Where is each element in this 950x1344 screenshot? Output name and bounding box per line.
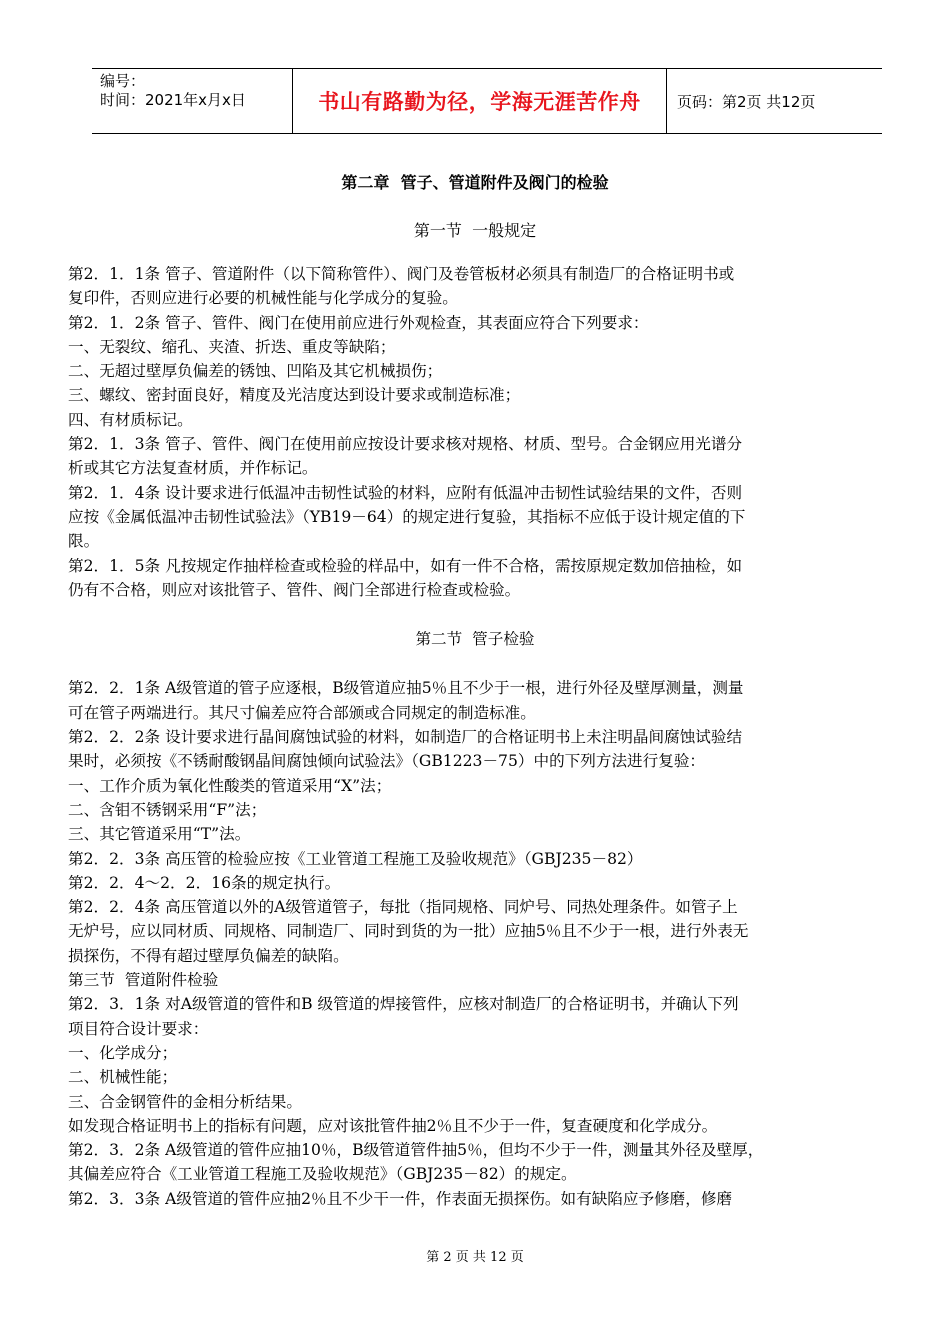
text-line: 无炉号，应以同材质、同规格、同制造厂、同时到货的为一批）应抽5％且不少于一根，进行外表无: [68, 922, 749, 941]
text-line: 二、含钼不锈钢采用“F”法；: [68, 800, 267, 819]
page-footer: 第 2 页 共 12 页: [426, 1250, 524, 1265]
text-line: 一、工作介质为氧化性酸类的管道采用“X”法；: [68, 776, 392, 795]
text-line: 三、螺纹、密封面良好，精度及光洁度达到设计要求或制造标准；: [68, 386, 521, 405]
text-line: 第2．1．5条 凡按规定作抽样检查或检验的样品中，如有一件不合格，需按原规定数加倍抽检，如: [68, 556, 743, 575]
text-line: 仍有不合格，则应对该批管子、管件、阀门全部进行检查或检验。: [68, 580, 521, 599]
text-line: 第2．1．3条 管子、管件、阀门在使用前应按设计要求核对规格、材质、型号。合金钢应用光谱分: [68, 435, 743, 454]
chapter-title: 第二章 管子、管道附件及阀门的检验: [341, 173, 609, 192]
text-line: 三、合金钢管件的金相分析结果。: [68, 1092, 302, 1111]
text-line: 一、无裂纹、缩孔、夹渣、折迭、重皮等缺陷；: [68, 337, 396, 356]
text-line: 复印件，否则应进行必要的机械性能与化学成分的复验。: [68, 289, 458, 308]
text-line: 第2．3．3条 A级管道的管件应抽2％且不少干一件，作表面无损探伤。如有缺陷应予修磨，修磨: [68, 1189, 733, 1208]
text-line: 第三节 管道附件检验: [68, 971, 219, 990]
text-line: 应按《金属低温冲击韧性试验法》（YB19－64）的规定进行复验，其指标不应低于设计规定值的下: [68, 507, 746, 526]
text-line: 一、化学成分；: [68, 1043, 178, 1062]
page-header: [92, 68, 882, 134]
text-line: 损探伤，不得有超过壁厚负偏差的缺陷。: [68, 946, 349, 965]
text-line: 限。: [68, 532, 100, 551]
header-meta: [92, 69, 293, 133]
section-2-title: 第二节 管子检验: [415, 630, 535, 649]
spacer: [68, 602, 910, 627]
text-line: 第2．2．4～2．2．16条的规定执行。: [68, 873, 341, 892]
text-line: 三、其它管道采用“T”法。: [68, 825, 251, 844]
header-time-label: 时间：2021年x月x日: [100, 91, 246, 109]
text-line: 可在管子两端进行。其尺寸偏差应符合部颁或合同规定的制造标准。: [68, 703, 536, 722]
text-line: 二、无超过壁厚负偏差的锈蚀、凹陷及其它机械损伤；: [68, 362, 443, 381]
text-line: 其偏差应符合《工业管道工程施工及验收规范》（GBJ235－82）的规定。: [68, 1165, 577, 1184]
section-1-body: [68, 262, 910, 602]
header-motto: 书山有路勤为径，学海无涯苦作舟: [293, 69, 667, 133]
text-line: 第2．1．1条 管子、管道附件（以下简称管件）、阀门及卷管板材必须具有制造厂的合格证明书或: [68, 265, 735, 283]
text-line: 第2．3．1条 对A级管道的管件和B 级管道的焊接管件，应核对制造厂的合格证明书，并确认下列: [68, 995, 739, 1014]
text-line: 第2．3．2条 A级管道的管件应抽10％，B级管道管件抽5％，但均不少于一件，测量其外径及壁厚，: [68, 1141, 764, 1160]
text-line: 第2．2．3条 高压管的检验应按《工业管道工程施工及验收规范》（GBJ235－82）: [68, 849, 643, 868]
text-line: 第2．2．1条 A级管道的管子应逐根，B级管道应抽5％且不少于一根，进行外径及壁厚测量，测量: [68, 679, 744, 698]
section-2-body: [68, 676, 910, 1211]
text-line: 第2．2．2条 设计要求进行晶间腐蚀试验的材料，如制造厂的合格证明书上未注明晶间腐蚀试验结: [68, 728, 743, 747]
text-line: 如发现合格证明书上的指标有问题，应对该批管件抽2％且不少于一件，复查硬度和化学成分。: [68, 1116, 718, 1135]
text-line: 二、机械性能；: [68, 1068, 178, 1087]
section-1-title: 第一节 一般规定: [413, 221, 537, 240]
text-line: 第2．2．4条 高压管道以外的A级管道管子，每批（指同规格、同炉号、同热处理条件。如管子上: [68, 898, 738, 917]
text-line: 析或其它方法复查材质，并作标记。: [68, 459, 318, 478]
text-line: 项目符合设计要求：: [68, 1019, 209, 1038]
header-number-label: 编号：: [100, 72, 146, 90]
header-page-code: 页码：第2页 共12页: [677, 92, 816, 111]
text-line: 第2．1．2条 管子、管件、阀门在使用前应进行外观检查，其表面应符合下列要求：: [68, 313, 649, 332]
document-body: [68, 262, 910, 1211]
text-line: 四、有材质标记。: [68, 410, 193, 429]
text-line: 果时，必须按《不锈耐酸钢晶间腐蚀倾向试验法》（GB1223－75）中的下列方法进行复验：: [68, 752, 706, 771]
spacer: [68, 651, 910, 676]
text-line: 第2．1．4条 设计要求进行低温冲击韧性试验的材料，应附有低温冲击韧性试验结果的文件，否则: [68, 483, 743, 502]
